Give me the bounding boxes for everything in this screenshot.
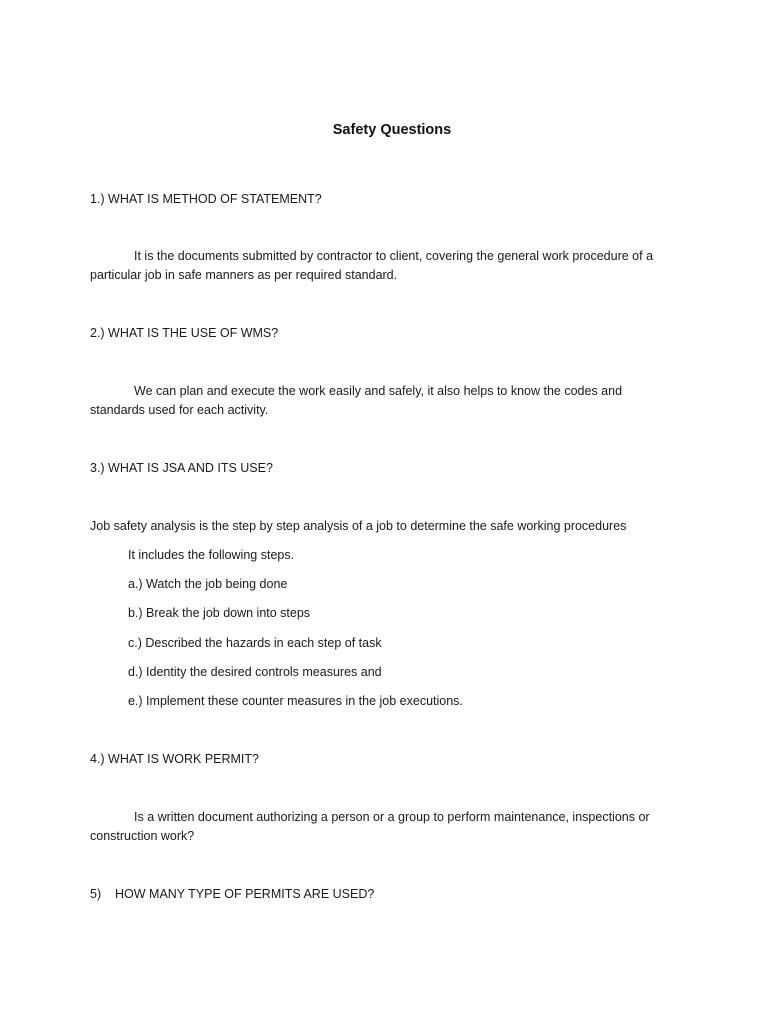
- question-1: 1.) WHAT IS METHOD OF STATEMENT?: [90, 192, 322, 206]
- question-2: 2.) WHAT IS THE USE OF WMS?: [90, 326, 279, 340]
- answer-1-line-2: particular job in safe manners as per required standard.: [90, 268, 398, 282]
- answer-2-line-1: We can plan and execute the work easily and safely, it also helps to know the codes and: [134, 384, 623, 398]
- jsa-step: e.) Implement these counter measures in the job executions.: [128, 694, 463, 708]
- jsa-step: d.) Identity the desired controls measures and: [128, 665, 382, 679]
- question-5: 5) HOW MANY TYPE OF PERMITS ARE USED?: [90, 887, 375, 901]
- answer-1-line-1: It is the documents submitted by contractor to client, covering the general work procedure of a: [134, 249, 654, 263]
- question-4: 4.) WHAT IS WORK PERMIT?: [90, 752, 259, 766]
- document-title: Safety Questions: [332, 122, 452, 138]
- jsa-step: b.) Break the job down into steps: [128, 606, 311, 620]
- jsa-step: a.) Watch the job being done: [128, 577, 288, 591]
- question-3: 3.) WHAT IS JSA AND ITS USE?: [90, 461, 273, 475]
- jsa-step: c.) Described the hazards in each step of task: [128, 636, 382, 650]
- answer-3-line-1: Job safety analysis is the step by step analysis of a job to determine the safe working procedures: [90, 519, 627, 533]
- answer-3-intro: It includes the following steps.: [128, 548, 295, 562]
- answer-4-line-1: Is a written document authorizing a person or a group to perform maintenance, inspections or: [134, 810, 650, 824]
- answer-4-line-2: construction work?: [90, 829, 195, 843]
- answer-2-line-2: standards used for each activity.: [90, 403, 269, 417]
